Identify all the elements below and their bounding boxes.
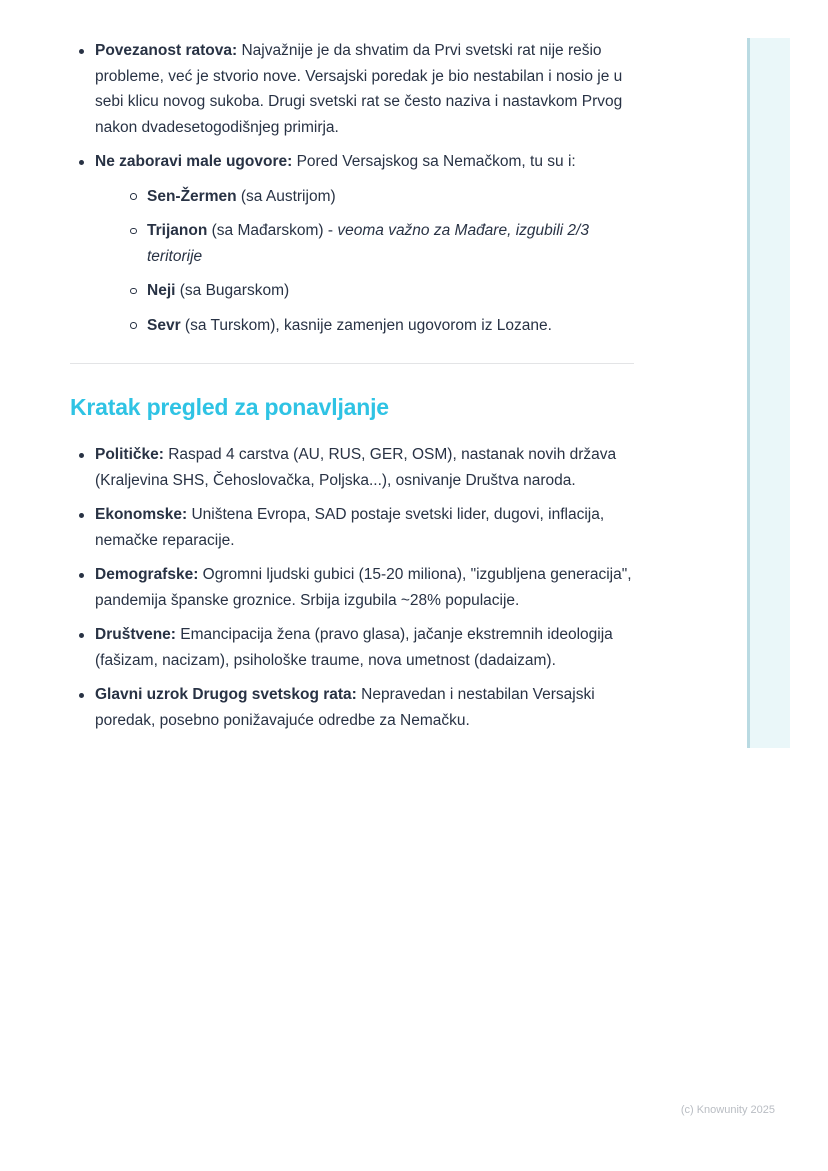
bullet-body-text: Najvažnije je da shvatim da Prvi svetski rat nije rešio probleme, već je stvorio nove. Versajski poredak je bio nestabilan i nosio je u sebi klicu novog sukoba. Drugi svetski rat se često naziva i nastavkom Prvog nakon dvadesetogodišnjeg primirja. — [95, 42, 623, 136]
list-item — [120, 218, 634, 269]
bullet-lead-text: Sen-Žermen — [147, 187, 237, 205]
list-item — [70, 149, 634, 338]
bullet-body-text: (sa Austrijom) — [236, 187, 336, 205]
list-item — [70, 682, 634, 733]
bullet-lead-text: Povezanost ratova: — [95, 42, 238, 59]
bullet-lead-text: Trijanon — [147, 222, 208, 239]
bullet-body-text: Nepravedan i nestabilan Versajski poredak, posebno ponižavajuće odredbe za Nemačku. — [95, 686, 595, 729]
bullet-lead-text: Glavni uzrok Drugog svetskog rata: — [95, 686, 357, 703]
bullet-body-text: (sa Mađarskom) - — [207, 222, 338, 239]
section-divider — [70, 363, 634, 364]
list-item — [120, 184, 634, 210]
footer-credit: (c) Knowunity 2025 — [680, 1104, 775, 1116]
bullet-body-text: Emancipacija žena (pravo glasa), jačanje ekstremnih ideologija (fašizam, nacizam), psihološke traume, nova umetnost (dadaizam). — [95, 626, 613, 669]
bullet-lead-text: Političke: — [95, 446, 164, 463]
bullet-body-text: Ogromni ljudski gubici (15-20 miliona), "izgubljena generacija", pandemija španske groznice. Srbija izgubila ~28% populacije. — [95, 566, 632, 609]
next-page-edge-preview[interactable] — [747, 38, 790, 748]
list-item — [70, 622, 634, 673]
document-page-content — [70, 38, 634, 742]
section-heading: Kratak pregled za ponavljanje — [70, 394, 389, 420]
list-item — [70, 38, 634, 140]
bullet-lead-text: Ne zaboravi male ugovore: — [95, 153, 293, 170]
summary-list — [70, 442, 634, 733]
bullet-lead-text: Neji — [147, 282, 176, 299]
list-item — [70, 442, 634, 493]
list-item — [120, 313, 634, 339]
treaties-sublist — [95, 184, 634, 339]
bullet-lead-text: Društvene: — [95, 626, 176, 643]
bullet-body-text: (sa Bugarskom) — [175, 282, 290, 299]
bullet-body-text: (sa Turskom), kasnije zamenjen ugovorom iz Lozane. — [180, 316, 552, 334]
notes-top-list — [70, 38, 634, 338]
bullet-body-text: Uništena Evropa, SAD postaje svetski lider, dugovi, inflacija, nemačke reparacije. — [95, 506, 605, 549]
bullet-lead-text: Ekonomske: — [95, 506, 188, 523]
bullet-lead-text: Demografske: — [95, 566, 199, 583]
list-item — [70, 562, 634, 613]
bullet-body-text: Pored Versajskog sa Nemačkom, tu su i: — [292, 153, 576, 170]
list-item — [120, 278, 634, 304]
bullet-italic-text: veoma važno za Mađare, izgubili 2/3 teritorije — [147, 222, 589, 265]
bullet-body-text: Raspad 4 carstva (AU, RUS, GER, OSM), nastanak novih država (Kraljevina SHS, Čehoslovačka, Poljska...), osnivanje Društva naroda. — [95, 446, 617, 489]
bullet-lead-text: Sevr — [147, 316, 181, 334]
list-item — [70, 502, 634, 553]
